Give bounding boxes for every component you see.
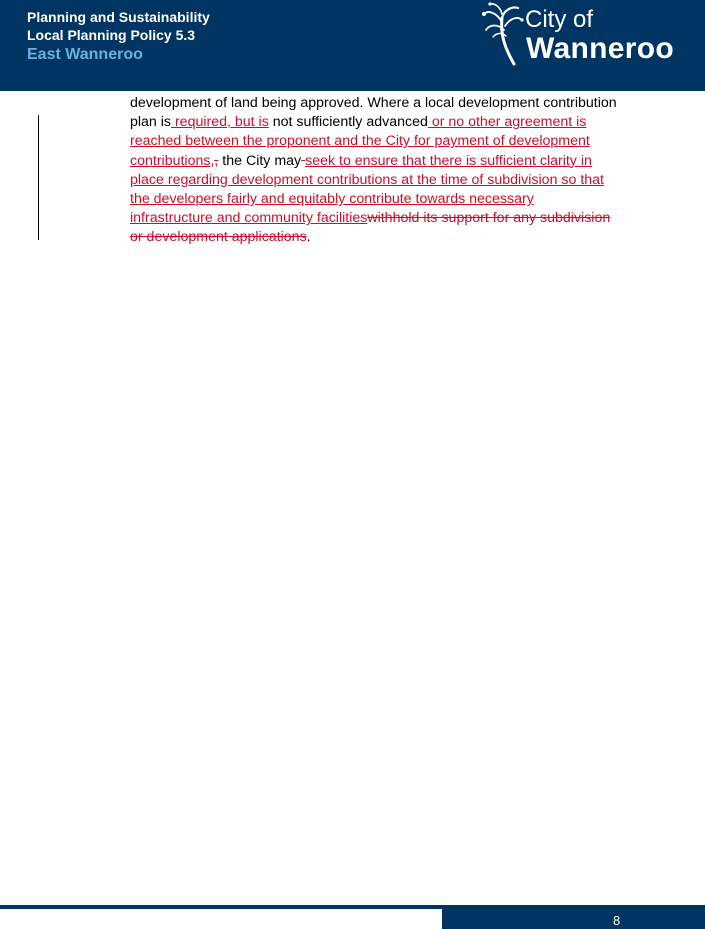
page-header (0, 0, 705, 91)
header-department: Planning and Sustainability (27, 9, 210, 25)
deleted-text: withhold its support for any subdivision or development applications (130, 210, 611, 246)
logo-name-text: Wanneroo (526, 32, 674, 65)
logo-city-text: City of (525, 6, 594, 33)
inserted-text: required, but is (171, 114, 269, 131)
stylised-plant-logo-icon (478, 0, 528, 66)
deleted-text: , (214, 152, 219, 169)
inserted-text: or no other agreement is reached between the proponent and the City for payment of development contributions, (130, 114, 590, 169)
page-number: 8 (613, 913, 621, 928)
inserted-text: seek to ensure that there is sufficient clarity in place regarding development contributions at the time of subdivision so that the developers fairly and equitably contribute towards necessary infrastructure and community facilities (130, 152, 604, 227)
footer-page-box (442, 909, 705, 929)
body-text-run: . (306, 229, 311, 246)
body-text-run: development of land being approved. Where a local development contribution plan is (130, 95, 617, 131)
revision-change-bar (38, 115, 39, 240)
header-subtitle: East Wanneroo (27, 46, 143, 63)
header-policy-title: Local Planning Policy 5.3 (27, 27, 196, 43)
policy-body-paragraph (130, 94, 620, 248)
header-titles (27, 8, 210, 65)
body-text-run: the City may (218, 152, 302, 169)
body-text-run: not sufficiently advanced (268, 114, 428, 131)
city-of-wanneroo-logo (478, 0, 700, 70)
